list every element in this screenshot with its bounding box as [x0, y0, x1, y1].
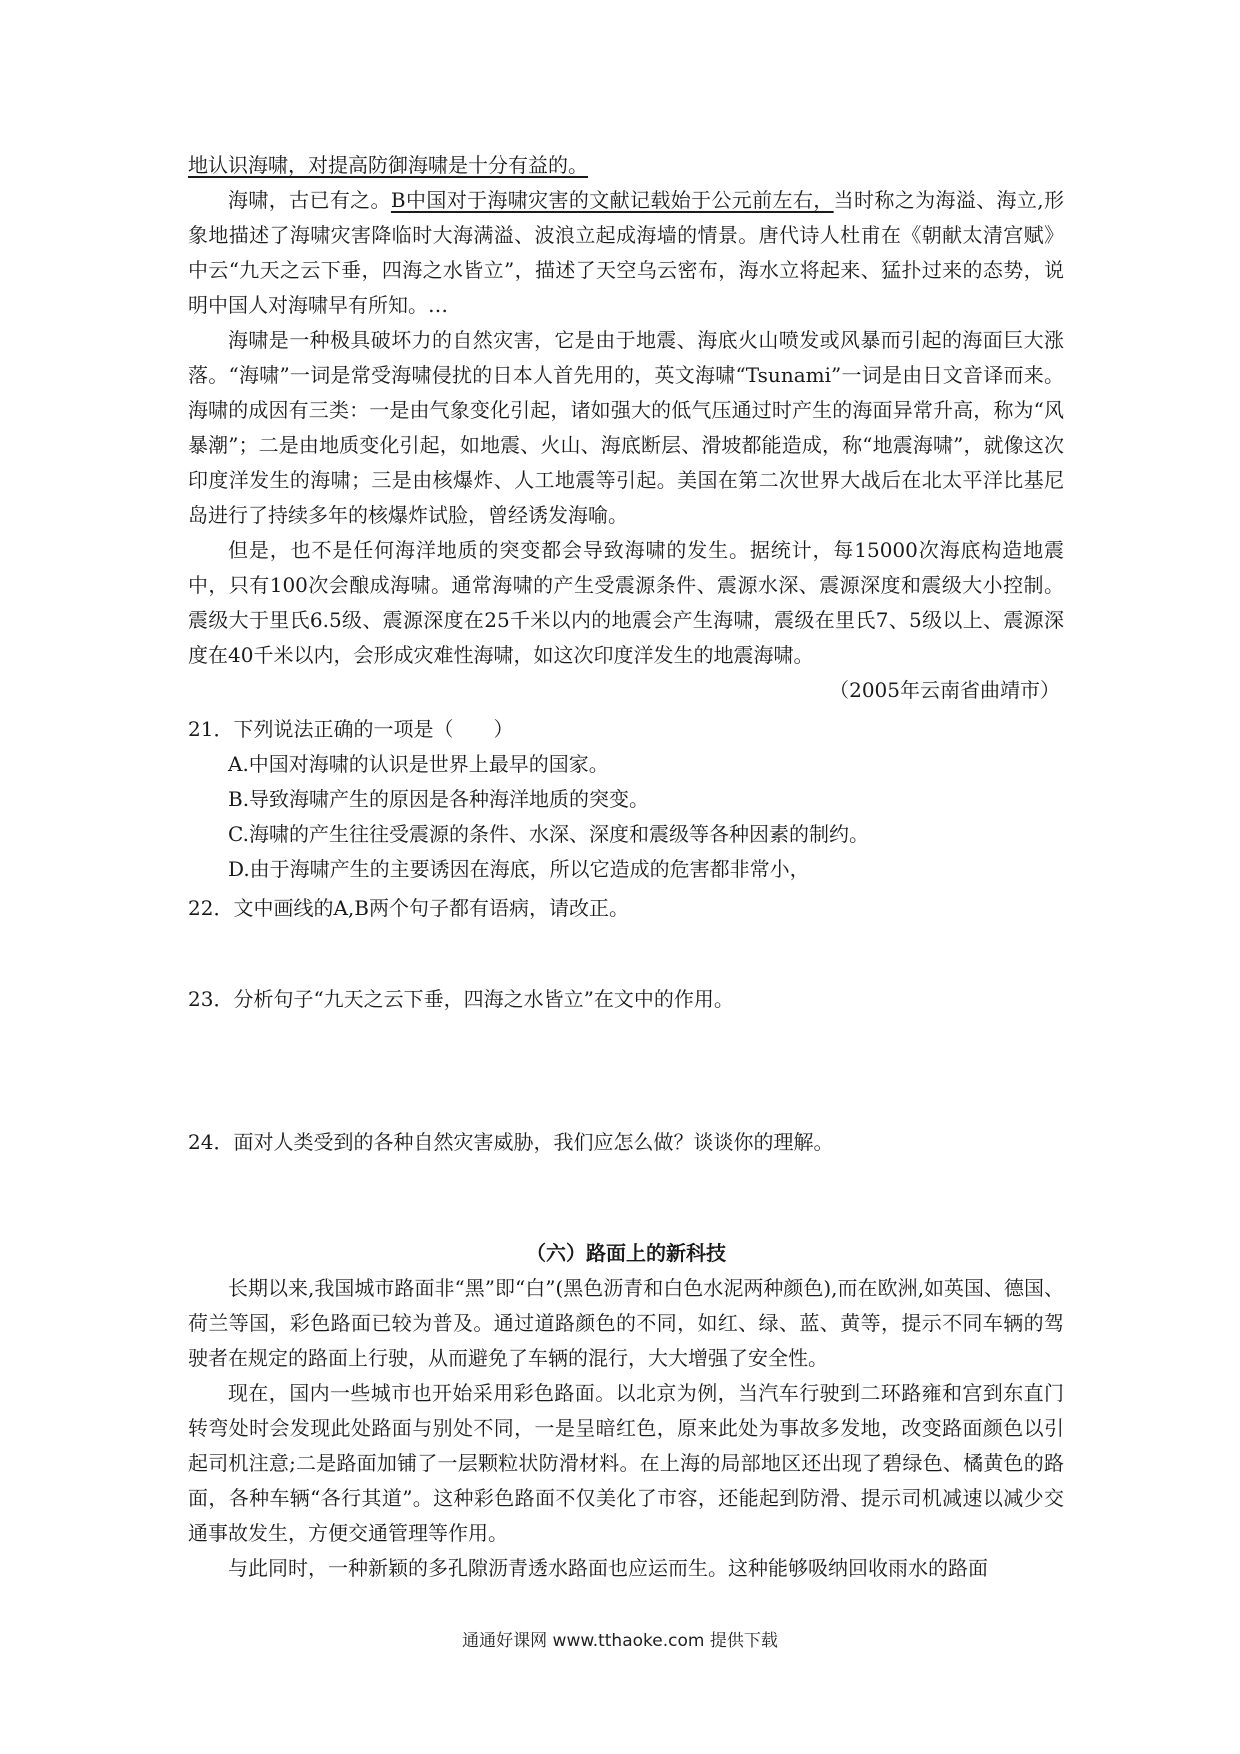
option-b: B.导致海啸产生的原因是各种海洋地质的突变。: [228, 787, 650, 811]
option-d: D.由于海啸产生的主要诱因在海底，所以它造成的危害都非常小，: [228, 857, 810, 881]
passage-paragraph: 但是，也不是任何海洋地质的突变都会导致海啸的发生。据统计，每15000次海底构造地震中，只有100次会酿成海啸。通常海啸的产生受震源条件、震源水深、震源深度和震级大小控制。震级大于里氏6.5级、震源深度在25千米以内的地震会产生海啸，震级在里氏7、5级以上、震源深度在40千米以内，会形成灾难性海啸，如这次印度洋发生的地震海啸。: [188, 538, 1064, 667]
passage-paragraph: 海啸是一种极具破坏力的自然灾害，它是由于地震、海底火山喷发或风暴而引起的海面巨大涨落。“海啸”一词是常受海啸侵扰的日本人首先用的，英文海啸“Tsunami”一词是由日文音译而来。海啸的成因有三类：一是由气象变化引起，诸如强大的低气压通过时产生的海面异常升高，称为“风暴潮”；二是由地质变化引起，如地震、火山、海底断层、滑坡都能造成，称“地震海啸”，就像这次印度洋发生的海啸；三是由核爆炸、人工地震等引起。美国在第二次世界大战后在北太平洋比基尼岛进行了持续多年的核爆炸试脸，曾经诱发海喻。: [188, 328, 1064, 527]
passage-paragraph: 长期以来,我国城市路面非“黑”即“白”(黑色沥青和白色水泥两种颜色),而在欧洲,如英国、德国、荷兰等国，彩色路面已较为普及。通过道路颜色的不同，如红、绿、蓝、黄等，提示不同车辆的驾驶者在规定的路面上行驶，从而避免了车辆的混行，大大增强了安全性。: [188, 1276, 1064, 1370]
passage-paragraph: 现在，国内一些城市也开始采用彩色路面。以北京为例，当汽车行驶到二环路雍和宫到东直门转弯处时会发现此处路面与别处不同，一是呈暗红色，原来此处为事故多发地，改变路面颜色以引起司机注意;二是路面加铺了一层颗粒状防滑材料。在上海的局部地区还出现了碧绿色、橘黄色的路面，各种车辆“各行其道”。这种彩色路面不仅美化了市容，还能起到防滑、提示司机减速以减少交通事故发生，方便交通管理等作用。: [188, 1381, 1064, 1545]
source-citation: （2005年云南省曲靖市）: [829, 678, 1060, 702]
passage-paragraph: 与此同时，一种新颖的多孔隙沥青透水路面也应运而生。这种能够吸纳回收雨水的路面: [228, 1556, 988, 1580]
passage-line-a: 地认识海啸，对提高防御海啸是十分有益的。: [188, 153, 588, 177]
answer-space: [188, 1017, 1064, 1121]
section-title: （六）路面上的新科技: [526, 1241, 726, 1265]
passage-text: 海啸，古已有之。: [228, 188, 391, 212]
page-footer: 通通好课网 www.tthaoke.com 提供下载: [462, 1631, 778, 1651]
option-a: A.中国对海啸的认识是世界上最早的国家。: [228, 752, 609, 776]
passage-text: 当时称之为海溢、海立,形象地描述了海啸灾害降临时大海满溢、波浪立起成海墙的情景。唐代诗人杜甫在《朝献太清宫赋》中云“九天之云下垂，四海之水皆立”，描述了天空乌云密布，海水立将起来、猛扑过来的态势，说明中国人对海啸早有所知。…: [188, 188, 1065, 317]
underlined-sentence-b: B中国对于海啸灾害的文献记载始于公元前左右，: [390, 188, 834, 212]
passage-paragraph: [188, 183, 1064, 323]
question-22: 22．文中画线的A,B两个句子都有语病，请改正。: [188, 896, 629, 920]
answer-space: [188, 926, 1064, 978]
option-c: C.海啸的产生往往受震源的条件、水深、深度和震级等各种因素的制约。: [228, 822, 869, 846]
question-23: 23．分析句子“九天之云下垂，四海之水皆立”在文中的作用。: [188, 987, 734, 1011]
question-21: 21．下列说法正确的一项是（ ）: [188, 717, 514, 741]
answer-space: [188, 1160, 1064, 1236]
question-24: 24．面对人类受到的各种自然灾害威胁，我们应怎么做？谈谈你的理解。: [188, 1130, 834, 1154]
document-page: [188, 148, 1064, 1586]
